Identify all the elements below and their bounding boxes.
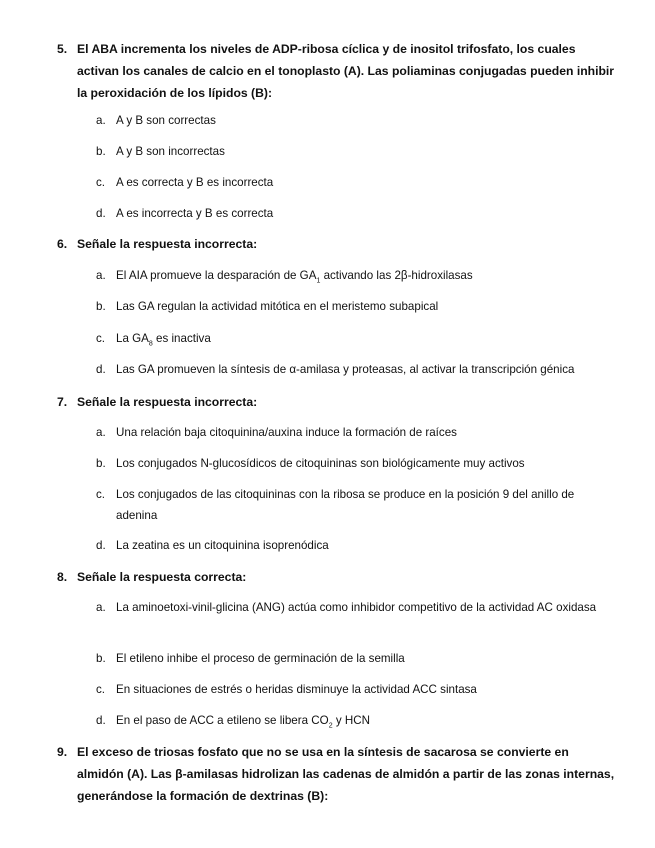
option-5d — [96, 203, 616, 224]
question-8 — [57, 566, 617, 588]
option-letter: d. — [96, 207, 106, 220]
option-letter: a. — [96, 114, 106, 127]
question-text: Señale la respuesta incorrecta: — [77, 237, 258, 251]
option-letter: b. — [96, 145, 106, 158]
option-text: Una relación baja citoquinina/auxina induce la formación de raíces — [116, 426, 457, 439]
option-letter: a. — [96, 269, 106, 282]
option-7b — [96, 453, 616, 474]
question-6 — [57, 233, 617, 255]
option-7a — [96, 422, 616, 443]
option-6c — [96, 328, 616, 354]
option-letter: d. — [96, 539, 106, 552]
option-letter: b. — [96, 457, 106, 470]
option-6d — [96, 359, 616, 380]
subscript: 2 — [328, 722, 333, 730]
option-7c — [96, 484, 616, 526]
option-letter: a. — [96, 426, 106, 439]
question-text: El exceso de triosas fosfato que no se usa en la síntesis de sacarosa se convierte en almidón (A). Las β-amilasas hidrolizan las cadenas de almidón a partir de las zonas internas, generándose la formación de dextrinas (B): — [77, 745, 615, 803]
option-text: La aminoetoxi-vinil-glicina (ANG) actúa como inhibidor competitivo de la actividad AC oxidasa — [116, 601, 597, 614]
question-9 — [57, 741, 617, 807]
option-text — [116, 265, 616, 291]
option-text: La zeatina es un citoquinina isoprenódica — [116, 539, 329, 552]
option-text-part: activando las 2β-hidroxilasas — [320, 269, 473, 282]
option-text-part: El AIA promueve la desparación de GA — [116, 269, 317, 282]
option-8d — [96, 710, 616, 736]
option-letter: c. — [96, 683, 106, 696]
option-text: Las GA promueven la síntesis de α-amilasa y proteasas, al activar la transcripción génica — [116, 363, 575, 376]
option-text: A y B son correctas — [116, 114, 216, 127]
option-5a — [96, 110, 616, 131]
question-5 — [57, 38, 617, 104]
option-8a — [96, 597, 616, 618]
option-text-part: En el paso de ACC a etileno se libera CO — [116, 714, 329, 727]
question-number: 5. — [57, 42, 68, 56]
option-text: Los conjugados N-glucosídicos de citoquininas son biológicamente muy activos — [116, 457, 525, 470]
question-text: Señale la respuesta correcta: — [77, 570, 247, 584]
question-number: 8. — [57, 570, 68, 584]
option-letter: c. — [96, 176, 106, 189]
question-text: Señale la respuesta incorrecta: — [77, 395, 258, 409]
option-text: Las GA regulan la actividad mitótica en el meristemo subapical — [116, 300, 439, 313]
option-6b — [96, 296, 616, 317]
option-text-part: y HCN — [332, 714, 370, 727]
option-letter: c. — [96, 488, 106, 501]
question-text: El ABA incrementa los niveles de ADP-ribosa cíclica y de inositol trifosfato, los cuales activan los canales de calcio en el tonoplasto (A). Las poliaminas conjugadas pueden inhibir la peroxidación de los lípidos (B): — [77, 42, 615, 100]
option-6a — [96, 265, 616, 291]
question-number: 9. — [57, 745, 68, 759]
option-letter: b. — [96, 652, 106, 665]
option-text: A y B son incorrectas — [116, 145, 225, 158]
option-text — [116, 328, 616, 354]
option-text-part: es inactiva — [152, 332, 211, 345]
question-number: 6. — [57, 237, 68, 251]
option-text — [116, 710, 616, 736]
option-text: A es incorrecta y B es correcta — [116, 207, 274, 220]
option-letter: a. — [96, 601, 106, 614]
option-5c — [96, 172, 616, 193]
option-text: A es correcta y B es incorrecta — [116, 176, 274, 189]
option-text: El etileno inhibe el proceso de germinación de la semilla — [116, 652, 405, 665]
option-7d — [96, 535, 616, 556]
option-text: En situaciones de estrés o heridas disminuye la actividad ACC sintasa — [116, 683, 477, 696]
option-text: Los conjugados de las citoquininas con la ribosa se produce en la posición 9 del anillo de adenina — [116, 488, 575, 522]
option-letter: c. — [96, 332, 106, 345]
option-8b — [96, 648, 616, 669]
question-7 — [57, 391, 617, 413]
option-letter: d. — [96, 714, 106, 727]
option-5b — [96, 141, 616, 162]
option-letter: d. — [96, 363, 106, 376]
option-text-part: La GA — [116, 332, 149, 345]
subscript: 1 — [316, 277, 321, 285]
question-number: 7. — [57, 395, 68, 409]
option-8c — [96, 679, 616, 700]
subscript: 8 — [148, 340, 153, 348]
option-letter: b. — [96, 300, 106, 313]
